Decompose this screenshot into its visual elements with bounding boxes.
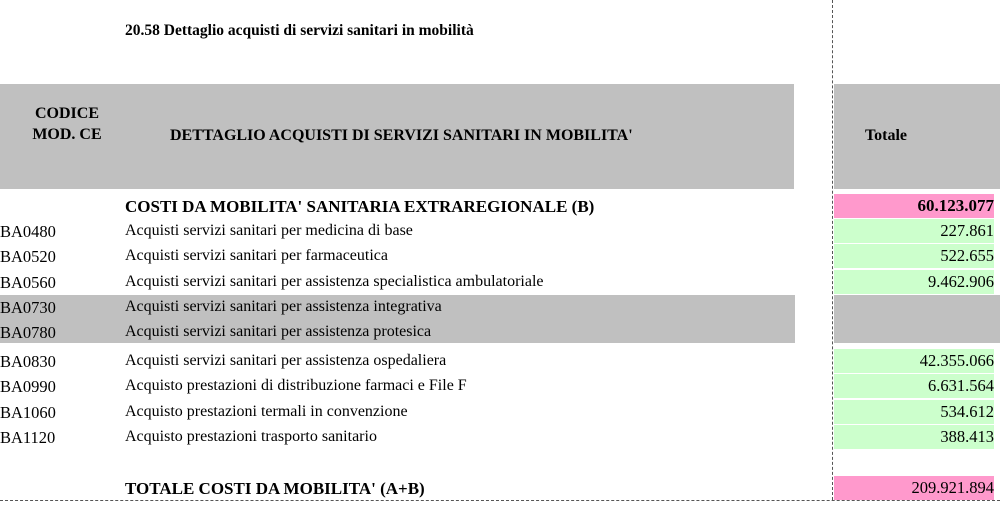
section-row: [0, 194, 1000, 218]
row-description: Acquisti servizi sanitari per assistenza ospedaliera: [125, 352, 447, 369]
table-row: [0, 270, 1000, 294]
row-description: Acquisto prestazioni di distribuzione farmaci e File F: [125, 377, 467, 394]
table-row: [0, 425, 1000, 449]
page-break-horizontal: [0, 500, 1000, 501]
row-description: Acquisti servizi sanitari per assistenza protesica: [125, 323, 432, 340]
table-row: [0, 244, 1000, 268]
row-description: Acquisto prestazioni trasporto sanitario: [125, 428, 377, 445]
section-label: COSTI DA MOBILITA' SANITARIA EXTRAREGIONALE (B): [125, 197, 595, 216]
row-description: Acquisti servizi sanitari per assistenza specialistica ambulatoriale: [125, 273, 544, 290]
row-value: 6.631.564: [834, 374, 994, 398]
table-row: [0, 400, 1000, 424]
row-code: BA0990: [0, 377, 56, 396]
row-value: 522.655: [834, 244, 994, 268]
row-description: Acquisti servizi sanitari per medicina di base: [125, 222, 413, 239]
row-value: 9.462.906: [834, 270, 994, 294]
row-value: 534.612: [834, 400, 994, 424]
row-description: Acquisti servizi sanitari per assistenza integrativa: [125, 298, 442, 315]
header-code-line1: CODICE: [34, 105, 99, 122]
row-description: Acquisti servizi sanitari per farmaceutica: [125, 247, 388, 264]
row-value: 227.861: [834, 219, 994, 243]
row-value: 388.413: [834, 425, 994, 449]
table-row: [0, 374, 1000, 398]
row-description: Acquisto prestazioni termali in convenzione: [125, 403, 408, 420]
row-value: [834, 295, 994, 319]
header-description: DETTAGLIO ACQUISTI DI SERVIZI SANITARI IN MOBILITA': [170, 127, 633, 144]
row-code: BA1060: [0, 403, 56, 422]
total-value: 209.921.894: [834, 476, 994, 500]
header-code: [0, 103, 134, 145]
table-row: [0, 320, 1000, 344]
row-value: 42.355.066: [834, 349, 994, 373]
table-row: [0, 219, 1000, 243]
header-code-line2: MOD. CE: [32, 126, 102, 143]
page-title: 20.58 Dettaglio acquisti di servizi sanitari in mobilità: [125, 22, 474, 39]
row-code: BA0780: [0, 323, 56, 342]
row-code: BA0480: [0, 222, 56, 241]
row-code: BA0560: [0, 273, 56, 292]
row-code: BA0730: [0, 298, 56, 317]
table-row: [0, 295, 1000, 319]
row-value: [834, 320, 994, 344]
row-code: BA0830: [0, 352, 56, 371]
total-label: TOTALE COSTI DA MOBILITA' (A+B): [125, 479, 425, 498]
table-row: [0, 349, 1000, 373]
total-row: [0, 476, 1000, 500]
section-value: 60.123.077: [834, 194, 994, 218]
row-code: BA0520: [0, 247, 56, 266]
row-code: BA1120: [0, 428, 56, 447]
header-total: Totale: [864, 127, 908, 144]
